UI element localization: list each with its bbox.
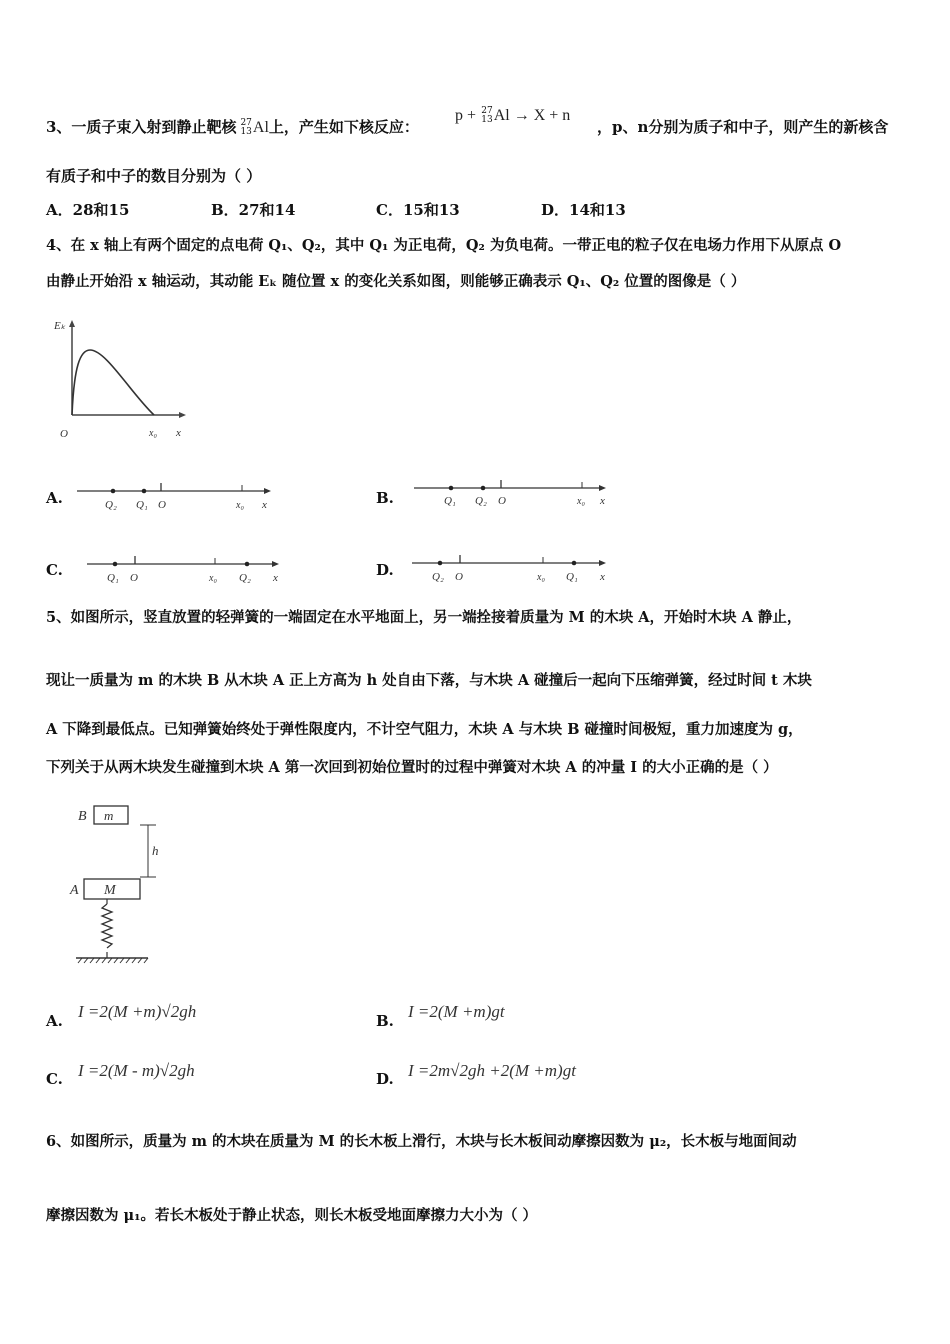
q3-text-c: ，p、n分别为质子和中子，则产生的新核含 bbox=[597, 118, 889, 136]
q4-option-b-label[interactable]: B. bbox=[376, 489, 394, 507]
q4-option-a-axis[interactable] bbox=[75, 480, 280, 514]
label-q2: Q₂ bbox=[239, 572, 251, 584]
axis-arrow bbox=[599, 560, 606, 566]
q4-option-c-axis[interactable] bbox=[85, 553, 290, 587]
ground-hatch bbox=[78, 958, 148, 963]
nucleus-symbol: Al bbox=[252, 119, 269, 136]
reaction-products: Al → X + n bbox=[493, 107, 571, 124]
axis-arrow bbox=[599, 485, 606, 491]
q5-option-c-formula[interactable]: I =2(M - m)√2gh bbox=[78, 1061, 195, 1080]
q3-option-a[interactable]: A．28和15 bbox=[46, 201, 130, 219]
label-x: x bbox=[600, 495, 605, 507]
charge-q2 bbox=[438, 561, 443, 566]
fig-label-a: A bbox=[70, 883, 79, 898]
charge-q2 bbox=[111, 489, 116, 494]
q3-option-b[interactable]: B．27和14 bbox=[211, 201, 296, 219]
q5-line1: 5、如图所示，竖直放置的轻弹簧的一端固定在水平地面上，另一端拴接着质量为 M 的木块 A，开始时木块 A 静止， bbox=[46, 609, 802, 626]
label-x0: x₀ bbox=[577, 496, 585, 507]
label-q2: Q₂ bbox=[475, 495, 487, 507]
q4-option-a-label[interactable]: A. bbox=[46, 489, 63, 507]
q6-line1: 6、如图所示，质量为 m 的木块在质量为 M 的长木板上滑行，木块与长木板间动摩擦因数为 μ₂，长木板与地面间动 bbox=[46, 1133, 797, 1150]
fig-label-h: h bbox=[152, 843, 159, 858]
q3-reaction bbox=[455, 106, 570, 125]
q6-line2: 摩擦因数为 μ₁。若长木板处于静止状态，则长木板受地面摩擦力大小为（ ） bbox=[46, 1207, 538, 1224]
q5-option-b-formula[interactable]: I =2(M +m)gt bbox=[408, 1002, 505, 1021]
q4-line2: 由静止开始沿 x 轴运动，其动能 Eₖ 随位置 x 的变化关系如图，则能够正确表示 Q₁、Q₂ 位置的图像是（ ） bbox=[46, 273, 746, 290]
q3-line2: 有质子和中子的数目分别为（ ） bbox=[46, 167, 262, 185]
x-axis-arrow bbox=[179, 412, 186, 418]
y-axis-arrow bbox=[69, 320, 75, 327]
label-x0: x₀ bbox=[537, 572, 545, 583]
q5-line3: A 下降到最低点。已知弹簧始终处于弹性限度内，不计空气阻力，木块 A 与木块 B 碰撞时间极短，重力加速度为 g， bbox=[46, 721, 803, 738]
q4-option-d-label[interactable]: D. bbox=[376, 561, 394, 579]
q3-option-c[interactable]: C．15和13 bbox=[376, 201, 460, 219]
ek-curve bbox=[72, 350, 154, 415]
label-q1: Q₁ bbox=[136, 499, 148, 511]
q5-option-b-label[interactable]: B. bbox=[376, 1012, 394, 1030]
q5-option-d-formula[interactable]: I =2m√2gh +2(M +m)gt bbox=[408, 1061, 576, 1080]
q4-ek-graph bbox=[50, 312, 200, 442]
reaction-nucleus: 27 13 bbox=[481, 106, 493, 125]
spring bbox=[102, 904, 112, 948]
label-o: O bbox=[130, 572, 138, 584]
q5-line4: 下列关于从两木块发生碰撞到木块 A 第一次回到初始位置时的过程中弹簧对木块 A 的冲量 I 的大小正确的是（ ） bbox=[46, 759, 778, 776]
q4-option-d-axis[interactable] bbox=[410, 553, 615, 587]
q4-line1: 4、在 x 轴上有两个固定的点电荷 Q₁、Q₂，其中 Q₁ 为正电荷，Q₂ 为负电荷。一带正电的粒子仅在电场力作用下从原点 O bbox=[46, 237, 842, 254]
label-o: O bbox=[455, 571, 463, 583]
charge-q1 bbox=[142, 489, 147, 494]
graph-origin: O bbox=[60, 428, 68, 440]
label-o: O bbox=[498, 495, 506, 507]
graph-xlabel: x bbox=[176, 427, 181, 439]
q5-spring-figure bbox=[72, 800, 172, 970]
charge-q1 bbox=[449, 486, 454, 491]
charge-q2 bbox=[481, 486, 486, 491]
fig-label-b: B bbox=[78, 809, 87, 824]
label-x: x bbox=[262, 499, 267, 511]
q5-option-a-formula[interactable]: I =2(M +m)√2gh bbox=[78, 1002, 197, 1021]
q5-option-a-label[interactable]: A. bbox=[46, 1012, 63, 1030]
q3-line1 bbox=[46, 116, 419, 137]
q5-option-c-label[interactable]: C. bbox=[46, 1070, 63, 1088]
label-x0: x₀ bbox=[209, 573, 217, 584]
q3-option-d[interactable]: D．14和13 bbox=[541, 201, 626, 219]
fig-label-M: M bbox=[104, 883, 116, 898]
q4-option-b-axis[interactable] bbox=[412, 478, 617, 512]
label-q2: Q₂ bbox=[432, 571, 444, 583]
reaction-proton: p + bbox=[455, 107, 477, 124]
axis-arrow bbox=[272, 561, 279, 567]
q3-text-a: 3、一质子束入射到静止靶核 bbox=[46, 118, 237, 136]
label-o: O bbox=[158, 499, 166, 511]
label-x: x bbox=[600, 571, 605, 583]
fig-label-m: m bbox=[104, 808, 114, 823]
label-q1: Q₁ bbox=[566, 571, 578, 583]
label-x0: x₀ bbox=[236, 500, 244, 511]
label-x: x bbox=[273, 572, 278, 584]
q5-option-d-label[interactable]: D. bbox=[376, 1070, 394, 1088]
charge-q2 bbox=[245, 562, 250, 567]
axis-arrow bbox=[264, 488, 271, 494]
graph-ylabel: Eₖ bbox=[54, 320, 66, 332]
q3-text-b: 上，产生如下核反应： bbox=[268, 118, 419, 136]
charge-q1 bbox=[572, 561, 577, 566]
label-q2: Q₂ bbox=[105, 499, 117, 511]
q4-option-c-label[interactable]: C. bbox=[46, 561, 63, 579]
graph-x0: x₀ bbox=[149, 428, 157, 439]
label-q1: Q₁ bbox=[107, 572, 119, 584]
nucleus-al: 27 13 bbox=[240, 118, 252, 137]
charge-q1 bbox=[113, 562, 118, 567]
q5-line2: 现让一质量为 m 的木块 B 从木块 A 正上方高为 h 处自由下落，与木块 A 碰撞后一起向下压缩弹簧，经过时间 t 木块 bbox=[46, 672, 812, 689]
label-q1: Q₁ bbox=[444, 495, 456, 507]
